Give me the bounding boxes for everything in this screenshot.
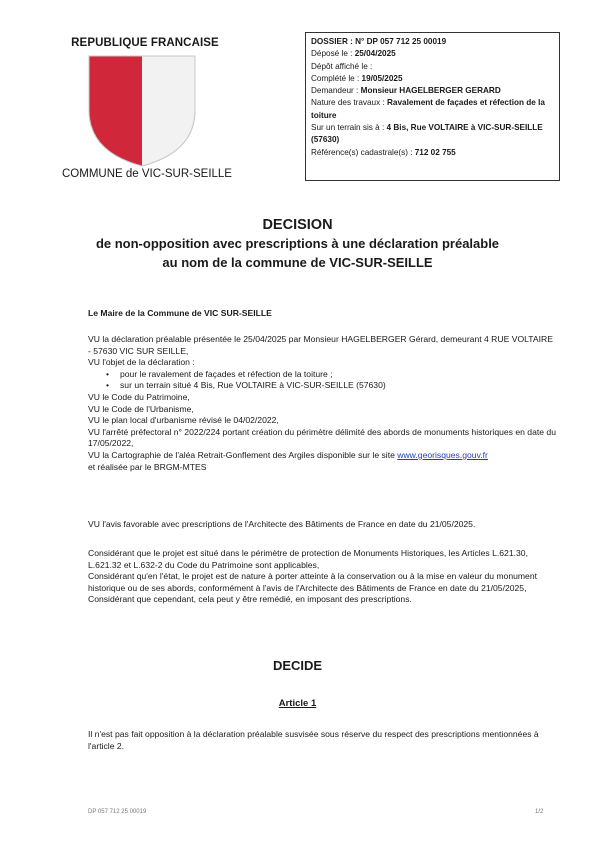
decide-heading: DECIDE	[272, 658, 323, 673]
dossier-depose: Déposé le : 25/04/2025	[311, 49, 396, 59]
decision-subtitle: de non-opposition avec prescriptions à une déclaration préalable	[95, 236, 500, 251]
vu-objet: VU l'objet de la déclaration :	[88, 357, 195, 368]
vu-code-patrimoine: VU le Code du Patrimoine,	[88, 391, 190, 402]
objet-item: • sur un terrain situé 4 Bis, Rue VOLTAIRE à VIC-SUR-SEILLE (57630)	[110, 380, 558, 392]
objet-item: • pour le ravalement de façades et réfection de la toiture ;	[110, 369, 558, 381]
georisques-link[interactable]: www.georisques.gouv.fr	[397, 449, 488, 460]
considerant-atteinte: Considérant qu'en l'état, le projet est de nature à porter atteinte à la conservation ou à la mise en valeur du monument historique ou de ses abords, conformément à l'avis de l'Architecte des Bâtiments de France en date du 21/05/2025,	[88, 571, 537, 593]
shield-left-half	[89, 56, 142, 166]
coat-of-arms-shield	[81, 52, 203, 170]
footer-reference: DP 057 712 25 00019	[88, 809, 147, 815]
vu-code-urbanisme: VU le Code de l'Urbanisme,	[88, 403, 194, 414]
dossier-nature: Nature des travaux : Ravalement de façades et réfection de la toiture	[311, 98, 545, 120]
maire-heading: Le Maire de la Commune de VIC SUR-SEILLE	[88, 308, 272, 318]
dossier-terrain: Sur un terrain sis à : 4 Bis, Rue VOLTAIRE à VIC-SUR-SEILLE (57630)	[311, 123, 543, 145]
article-1-title: Article 1	[278, 698, 317, 709]
dossier-box	[305, 32, 560, 181]
dossier-numero: DOSSIER : N° DP 057 712 25 00019	[311, 37, 447, 46]
dossier-complete: Complété le : 19/05/2025	[311, 73, 403, 83]
considerant-perimetre: Considérant que le projet est situé dans le périmètre de protection de Monuments Historiques, les Articles L.621.30, L.621.32 et L.632-2 du Code du Patrimoine sont applicables,	[88, 548, 528, 570]
vu-arrete-prefectoral: VU l'arrêté préfectoral n° 2022/224 portant création du périmètre délimité des abords de monuments historiques en date du 17/05/2022,	[88, 426, 556, 449]
article-1-text: Il n'est pas fait opposition à la déclaration préalable susvisée sous réserve du respect des prescriptions mentionnées à l'article 2.	[88, 729, 539, 751]
vu-plu: VU le plan local d'urbanisme révisé le 04/02/2022,	[88, 415, 279, 426]
dossier-affiche: Dépôt affiché le :	[311, 61, 373, 71]
commune-name: COMMUNE de VIC-SUR-SEILLE	[62, 168, 232, 180]
republique-francaise: REPUBLIQUE FRANCAISE	[71, 37, 219, 49]
decision-subtitle-commune: au nom de la commune de VIC-SUR-SEILLE	[162, 255, 433, 270]
considerant-remede: Considérant que cependant, cela peut y être remédié, en imposant des prescriptions.	[88, 594, 412, 605]
decision-title: DECISION	[262, 217, 333, 233]
objet-list	[88, 369, 558, 392]
vu-cartographie: VU la Cartographie de l'aléa Retrait-Gonflement des Argiles disponible sur le site www.georisques.gouv.fr et réalisée par le BRGM-MTES	[88, 449, 488, 472]
vu-avis-abf: VU l'avis favorable avec prescriptions de l'Architecte des Bâtiments de France en date du 21/05/2025.	[88, 519, 476, 529]
page-number: 1/2	[535, 809, 544, 815]
visas-block	[88, 334, 558, 473]
vu-declaration: VU la déclaration préalable présentée le 25/04/2025 par Monsieur HAGELBERGER Gérard, demeurant 4 RUE VOLTAIRE - 57630 VIC SUR SEILLE,	[88, 334, 553, 356]
considerants-block	[88, 548, 558, 606]
dossier-cadastre: Référence(s) cadastrale(s) : 712 02 755	[311, 147, 456, 157]
dossier-demandeur: Demandeur : Monsieur HAGELBERGER GERARD	[311, 86, 501, 96]
